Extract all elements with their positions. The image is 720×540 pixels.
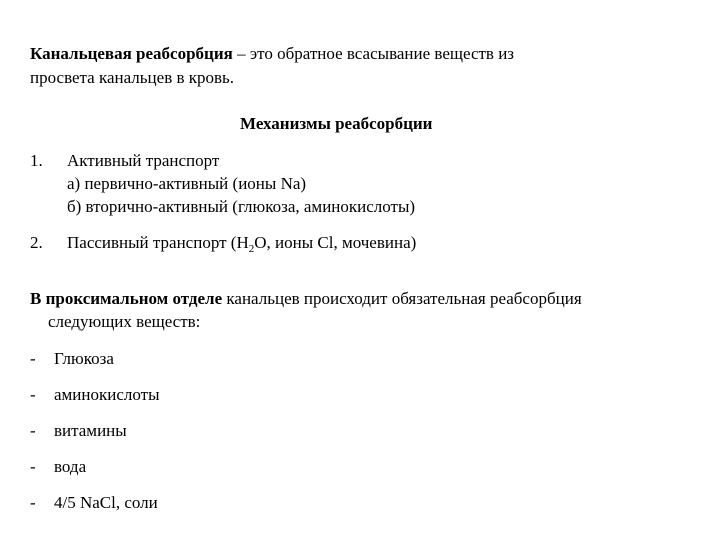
bullet-dash: -	[30, 457, 36, 476]
proximal-term: проксимальном отделе	[45, 289, 223, 308]
substance-nacl-salts: 4/5 NaCl, соли	[54, 493, 158, 512]
proximal-text: канальцев происходит обязательная реабсорбция	[222, 289, 582, 308]
list-item	[30, 455, 36, 478]
list-number-2: 2.	[30, 233, 43, 252]
substance-amino-acids: аминокислоты	[54, 385, 160, 404]
bullet-dash: -	[30, 421, 36, 440]
proximal-prefix: В	[30, 289, 46, 308]
mechanisms-title: Механизмы реабсорбции	[240, 114, 433, 133]
list-number-1: 1.	[30, 151, 43, 170]
passive-transport-label	[67, 231, 416, 254]
definition-text: – это обратное всасывание веществ из	[232, 44, 515, 63]
list-item	[30, 491, 36, 514]
bullet-dash: -	[30, 349, 36, 368]
bullet-dash: -	[30, 385, 36, 404]
list-item	[30, 383, 36, 406]
substance-water: вода	[54, 457, 87, 476]
subscript-2: 2	[248, 243, 255, 255]
list-item	[30, 347, 36, 370]
proximal-line-1	[30, 287, 582, 310]
primary-active-item: а) первично-активный (ионы Na)	[67, 174, 307, 193]
list-item	[30, 419, 36, 442]
substance-glucose: Глюкоза	[54, 349, 114, 368]
definition-line-1	[30, 42, 514, 65]
definition-line-2: просвета канальцев в кровь.	[30, 68, 235, 87]
active-transport-label: Активный транспорт	[67, 151, 220, 170]
passive-transport-text-end: O, ионы Cl, мочевина)	[254, 233, 417, 252]
passive-transport-text-start: Пассивный транспорт (H	[67, 233, 249, 252]
definition-term: Канальцевая реабсорбция	[30, 44, 233, 63]
secondary-active-item: б) вторично-активный (глюкоза, аминокислоты)	[67, 197, 416, 216]
substance-vitamins: витамины	[54, 421, 127, 440]
proximal-line-2: следующих веществ:	[48, 312, 201, 331]
bullet-dash: -	[30, 493, 36, 512]
